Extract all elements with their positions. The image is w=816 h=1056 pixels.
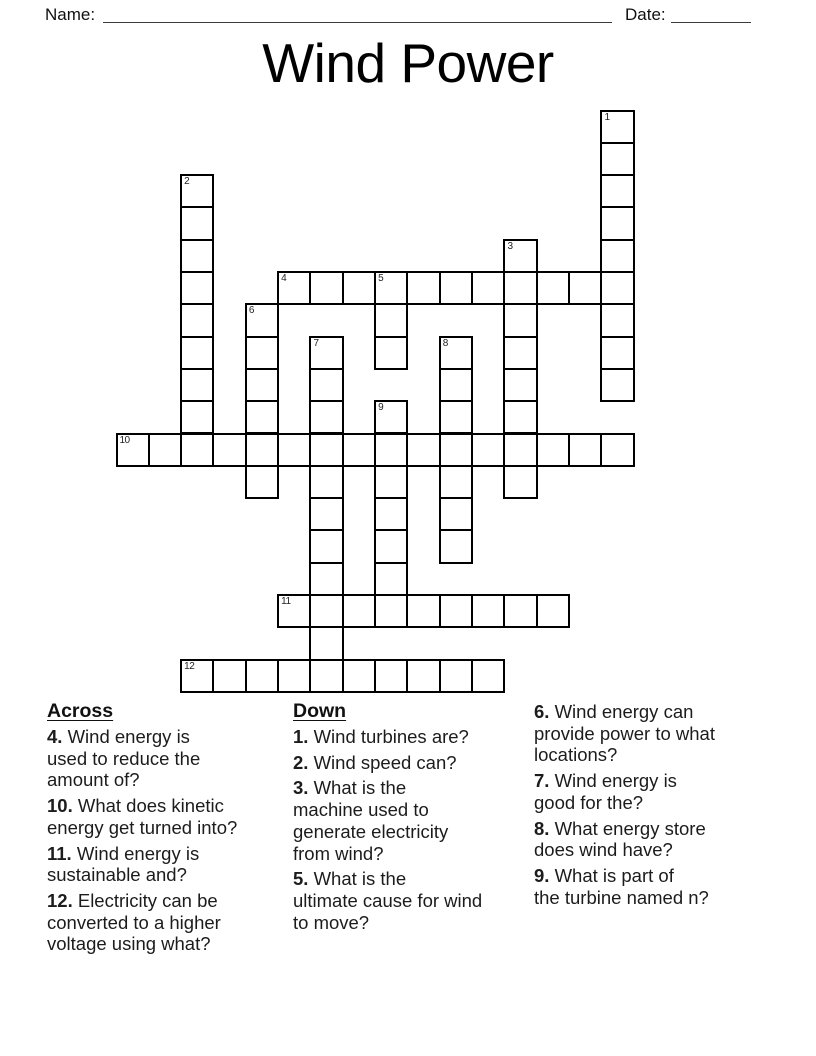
grid-cell-r17c6[interactable] (309, 659, 343, 693)
grid-cell-r11c8[interactable] (374, 465, 408, 499)
grid-cell-r11c10[interactable] (439, 465, 473, 499)
across-clues (47, 700, 291, 959)
grid-cell-r4c12[interactable] (503, 239, 537, 273)
grid-cell-r14c6[interactable] (309, 562, 343, 596)
grid-cell-r11c12[interactable] (503, 465, 537, 499)
grid-cell-r17c8[interactable] (374, 659, 408, 693)
grid-cell-r5c8[interactable] (374, 271, 408, 305)
cell-number: 12 (184, 660, 195, 672)
grid-cell-r9c10[interactable] (439, 400, 473, 434)
clue-text-line: sustainable and? (47, 864, 187, 886)
clue-text-line: 10. What does kinetic (47, 795, 224, 817)
clue-text-line: generate electricity (293, 820, 449, 842)
name-blank-line[interactable] (103, 6, 612, 23)
clue-text-line: voltage using what? (47, 933, 211, 955)
cell-number: 9 (378, 402, 384, 414)
grid-cell-r5c5[interactable] (277, 271, 311, 305)
clue-text-line: 9. What is part of (534, 864, 674, 886)
clue-text-line: 7. Wind energy is (534, 770, 677, 792)
cell-number: 7 (313, 337, 319, 349)
grid-cell-r16c6[interactable] (309, 626, 343, 660)
clue-4 (47, 726, 291, 791)
cell-number: 5 (378, 273, 384, 284)
grid-cell-r5c15[interactable] (600, 271, 634, 305)
grid-cell-r8c15[interactable] (600, 368, 634, 402)
down-clues (293, 700, 533, 937)
clue-text-line: machine used to (293, 799, 429, 821)
grid-cell-r17c3[interactable] (212, 659, 246, 693)
grid-cell-r12c8[interactable] (374, 497, 408, 531)
grid-cell-r9c4[interactable] (245, 400, 279, 434)
clue-text-line: does wind have? (534, 839, 673, 861)
clue-text-line: 4. Wind energy is (47, 726, 190, 747)
clue-number: 8. (534, 817, 550, 839)
clue-2 (293, 752, 533, 774)
grid-cell-r7c10[interactable] (439, 336, 473, 370)
grid-cell-r12c10[interactable] (439, 497, 473, 531)
grid-cell-r6c4[interactable] (245, 303, 279, 337)
clue-text-line: 8. What energy store (534, 817, 706, 839)
grid-cell-r13c6[interactable] (309, 529, 343, 563)
clue-text-line: 1. Wind turbines are? (293, 726, 469, 747)
grid-cell-r10c14[interactable] (568, 433, 602, 467)
grid-cell-r17c11[interactable] (471, 659, 505, 693)
grid-cell-r10c13[interactable] (536, 433, 570, 467)
grid-cell-r7c8[interactable] (374, 336, 408, 370)
grid-cell-r10c15[interactable] (600, 433, 634, 467)
clue-12 (47, 890, 291, 955)
grid-cell-r10c12[interactable] (503, 433, 537, 467)
grid-cell-r10c0[interactable] (116, 433, 150, 467)
clue-7 (534, 770, 766, 813)
clue-number: 2. (293, 751, 309, 773)
grid-cell-r17c4[interactable] (245, 659, 279, 693)
down-header: Down (293, 700, 347, 722)
clue-number: 7. (534, 770, 550, 792)
grid-cell-r9c12[interactable] (503, 400, 537, 434)
grid-cell-r7c4[interactable] (245, 336, 279, 370)
clue-1 (293, 726, 533, 748)
grid-cell-r5c12[interactable] (503, 271, 537, 305)
grid-cell-r5c14[interactable] (568, 271, 602, 305)
grid-cell-r5c9[interactable] (406, 271, 440, 305)
grid-cell-r9c6[interactable] (309, 400, 343, 434)
grid-cell-r13c8[interactable] (374, 529, 408, 563)
date-label: Date: (625, 5, 666, 24)
grid-cell-r0c15[interactable] (600, 110, 634, 144)
cell-number: 3 (507, 240, 513, 252)
grid-cell-r15c10[interactable] (439, 594, 473, 628)
grid-cell-r9c2[interactable] (180, 400, 214, 434)
grid-cell-r15c11[interactable] (471, 594, 505, 628)
clue-8 (534, 818, 766, 861)
down-clue-list (293, 726, 533, 933)
grid-cell-r3c15[interactable] (600, 206, 634, 240)
cell-number: 1 (604, 111, 610, 123)
grid-cell-r15c6[interactable] (309, 594, 343, 628)
clue-number: 6. (534, 701, 550, 722)
grid-cell-r15c5[interactable] (277, 594, 311, 628)
grid-cell-r6c2[interactable] (180, 303, 214, 337)
grid-cell-r2c2[interactable] (180, 174, 214, 208)
clue-number: 4. (47, 726, 63, 747)
cell-number: 8 (442, 337, 448, 349)
cell-number: 2 (184, 176, 190, 188)
grid-cell-r11c6[interactable] (309, 465, 343, 499)
grid-cell-r6c8[interactable] (374, 303, 408, 337)
cell-number: 6 (248, 305, 254, 317)
grid-cell-r15c12[interactable] (503, 594, 537, 628)
clue-text-line: 12. Electricity can be (47, 889, 218, 911)
grid-cell-r10c11[interactable] (471, 433, 505, 467)
clue-text-line: 5. What is the (293, 868, 407, 890)
clue-text-line: used to reduce the (47, 747, 201, 769)
grid-cell-r10c1[interactable] (148, 433, 182, 467)
grid-cell-r10c9[interactable] (406, 433, 440, 467)
down-clues-continued (534, 701, 766, 912)
grid-cell-r15c7[interactable] (342, 594, 376, 628)
grid-cell-r13c10[interactable] (439, 529, 473, 563)
across-clue-list (47, 726, 291, 955)
grid-cell-r5c10[interactable] (439, 271, 473, 305)
clue-text-line: energy get turned into? (47, 816, 238, 838)
cell-number: 10 (119, 434, 130, 446)
grid-cell-r3c2[interactable] (180, 206, 214, 240)
grid-cell-r7c15[interactable] (600, 336, 634, 370)
grid-cell-r10c3[interactable] (212, 433, 246, 467)
grid-cell-r10c4[interactable] (245, 433, 279, 467)
page-title: Wind Power (262, 32, 554, 94)
clue-6 (534, 701, 766, 766)
grid-cell-r8c6[interactable] (309, 368, 343, 402)
grid-cell-r11c4[interactable] (245, 465, 279, 499)
clue-text-line: amount of? (47, 769, 140, 791)
clue-text-line: converted to a higher (47, 911, 221, 933)
clue-text-line: 11. Wind energy is (47, 842, 200, 864)
grid-cell-r10c5[interactable] (277, 433, 311, 467)
grid-cell-r4c15[interactable] (600, 239, 634, 273)
grid-cell-r5c13[interactable] (536, 271, 570, 305)
grid-cell-r1c15[interactable] (600, 142, 634, 176)
grid-cell-r5c7[interactable] (342, 271, 376, 305)
clue-text-line: good for the? (534, 791, 644, 813)
grid-cell-r8c2[interactable] (180, 368, 214, 402)
grid-cell-r17c10[interactable] (439, 659, 473, 693)
clue-number: 3. (293, 777, 309, 799)
clue-number: 11. (47, 842, 72, 864)
grid-cell-r7c6[interactable] (309, 336, 343, 370)
clue-text-line: ultimate cause for wind (293, 889, 483, 911)
clue-5 (293, 868, 533, 933)
grid-cell-r8c4[interactable] (245, 368, 279, 402)
clue-text-line: 2. Wind speed can? (293, 751, 457, 773)
clue-9 (534, 865, 766, 908)
clue-number: 9. (534, 864, 550, 886)
grid-cell-r7c2[interactable] (180, 336, 214, 370)
grid-cell-r6c12[interactable] (503, 303, 537, 337)
clue-number: 12. (47, 889, 73, 911)
grid-cell-r10c7[interactable] (342, 433, 376, 467)
grid-cell-r10c6[interactable] (309, 433, 343, 467)
clue-number: 10. (47, 795, 73, 817)
down-clue-list-continued (534, 701, 766, 908)
grid-cell-r10c10[interactable] (439, 433, 473, 467)
grid-cell-r4c2[interactable] (180, 239, 214, 273)
clue-text-line: the turbine named n? (534, 886, 709, 908)
grid-cell-r5c2[interactable] (180, 271, 214, 305)
grid-cell-r17c2[interactable] (180, 659, 214, 693)
clue-text-line: 6. Wind energy can (534, 701, 694, 722)
clue-text-line: to move? (293, 911, 370, 933)
grid-cell-r7c12[interactable] (503, 336, 537, 370)
grid-cell-r15c13[interactable] (536, 594, 570, 628)
grid-cell-r17c5[interactable] (277, 659, 311, 693)
grid-cell-r12c6[interactable] (309, 497, 343, 531)
grid-cell-r17c7[interactable] (342, 659, 376, 693)
clue-text-line: provide power to what (534, 722, 715, 744)
grid-cell-r15c9[interactable] (406, 594, 440, 628)
cell-number: 4 (281, 273, 287, 284)
grid-cell-r10c2[interactable] (180, 433, 214, 467)
clue-number: 1. (293, 726, 309, 747)
clue-text-line: from wind? (293, 842, 384, 864)
clue-11 (47, 843, 291, 886)
clue-text-line: 3. What is the (293, 777, 407, 799)
grid-cell-r8c12[interactable] (503, 368, 537, 402)
grid-cell-r8c10[interactable] (439, 368, 473, 402)
grid-cell-r5c6[interactable] (309, 271, 343, 305)
cell-number: 11 (281, 596, 291, 607)
grid-cell-r17c9[interactable] (406, 659, 440, 693)
grid-cell-r2c15[interactable] (600, 174, 634, 208)
grid-cell-r10c8[interactable] (374, 433, 408, 467)
date-blank-line[interactable] (671, 6, 751, 23)
grid-cell-r15c8[interactable] (374, 594, 408, 628)
clue-3 (293, 777, 533, 864)
clue-number: 5. (293, 868, 309, 890)
grid-cell-r5c11[interactable] (471, 271, 505, 305)
grid-cell-r6c15[interactable] (600, 303, 634, 337)
clue-10 (47, 795, 291, 838)
clue-text-line: locations? (534, 744, 618, 766)
name-label: Name: (45, 5, 96, 24)
grid-cell-r9c8[interactable] (374, 400, 408, 434)
grid-cell-r14c8[interactable] (374, 562, 408, 596)
across-header: Across (47, 700, 114, 722)
